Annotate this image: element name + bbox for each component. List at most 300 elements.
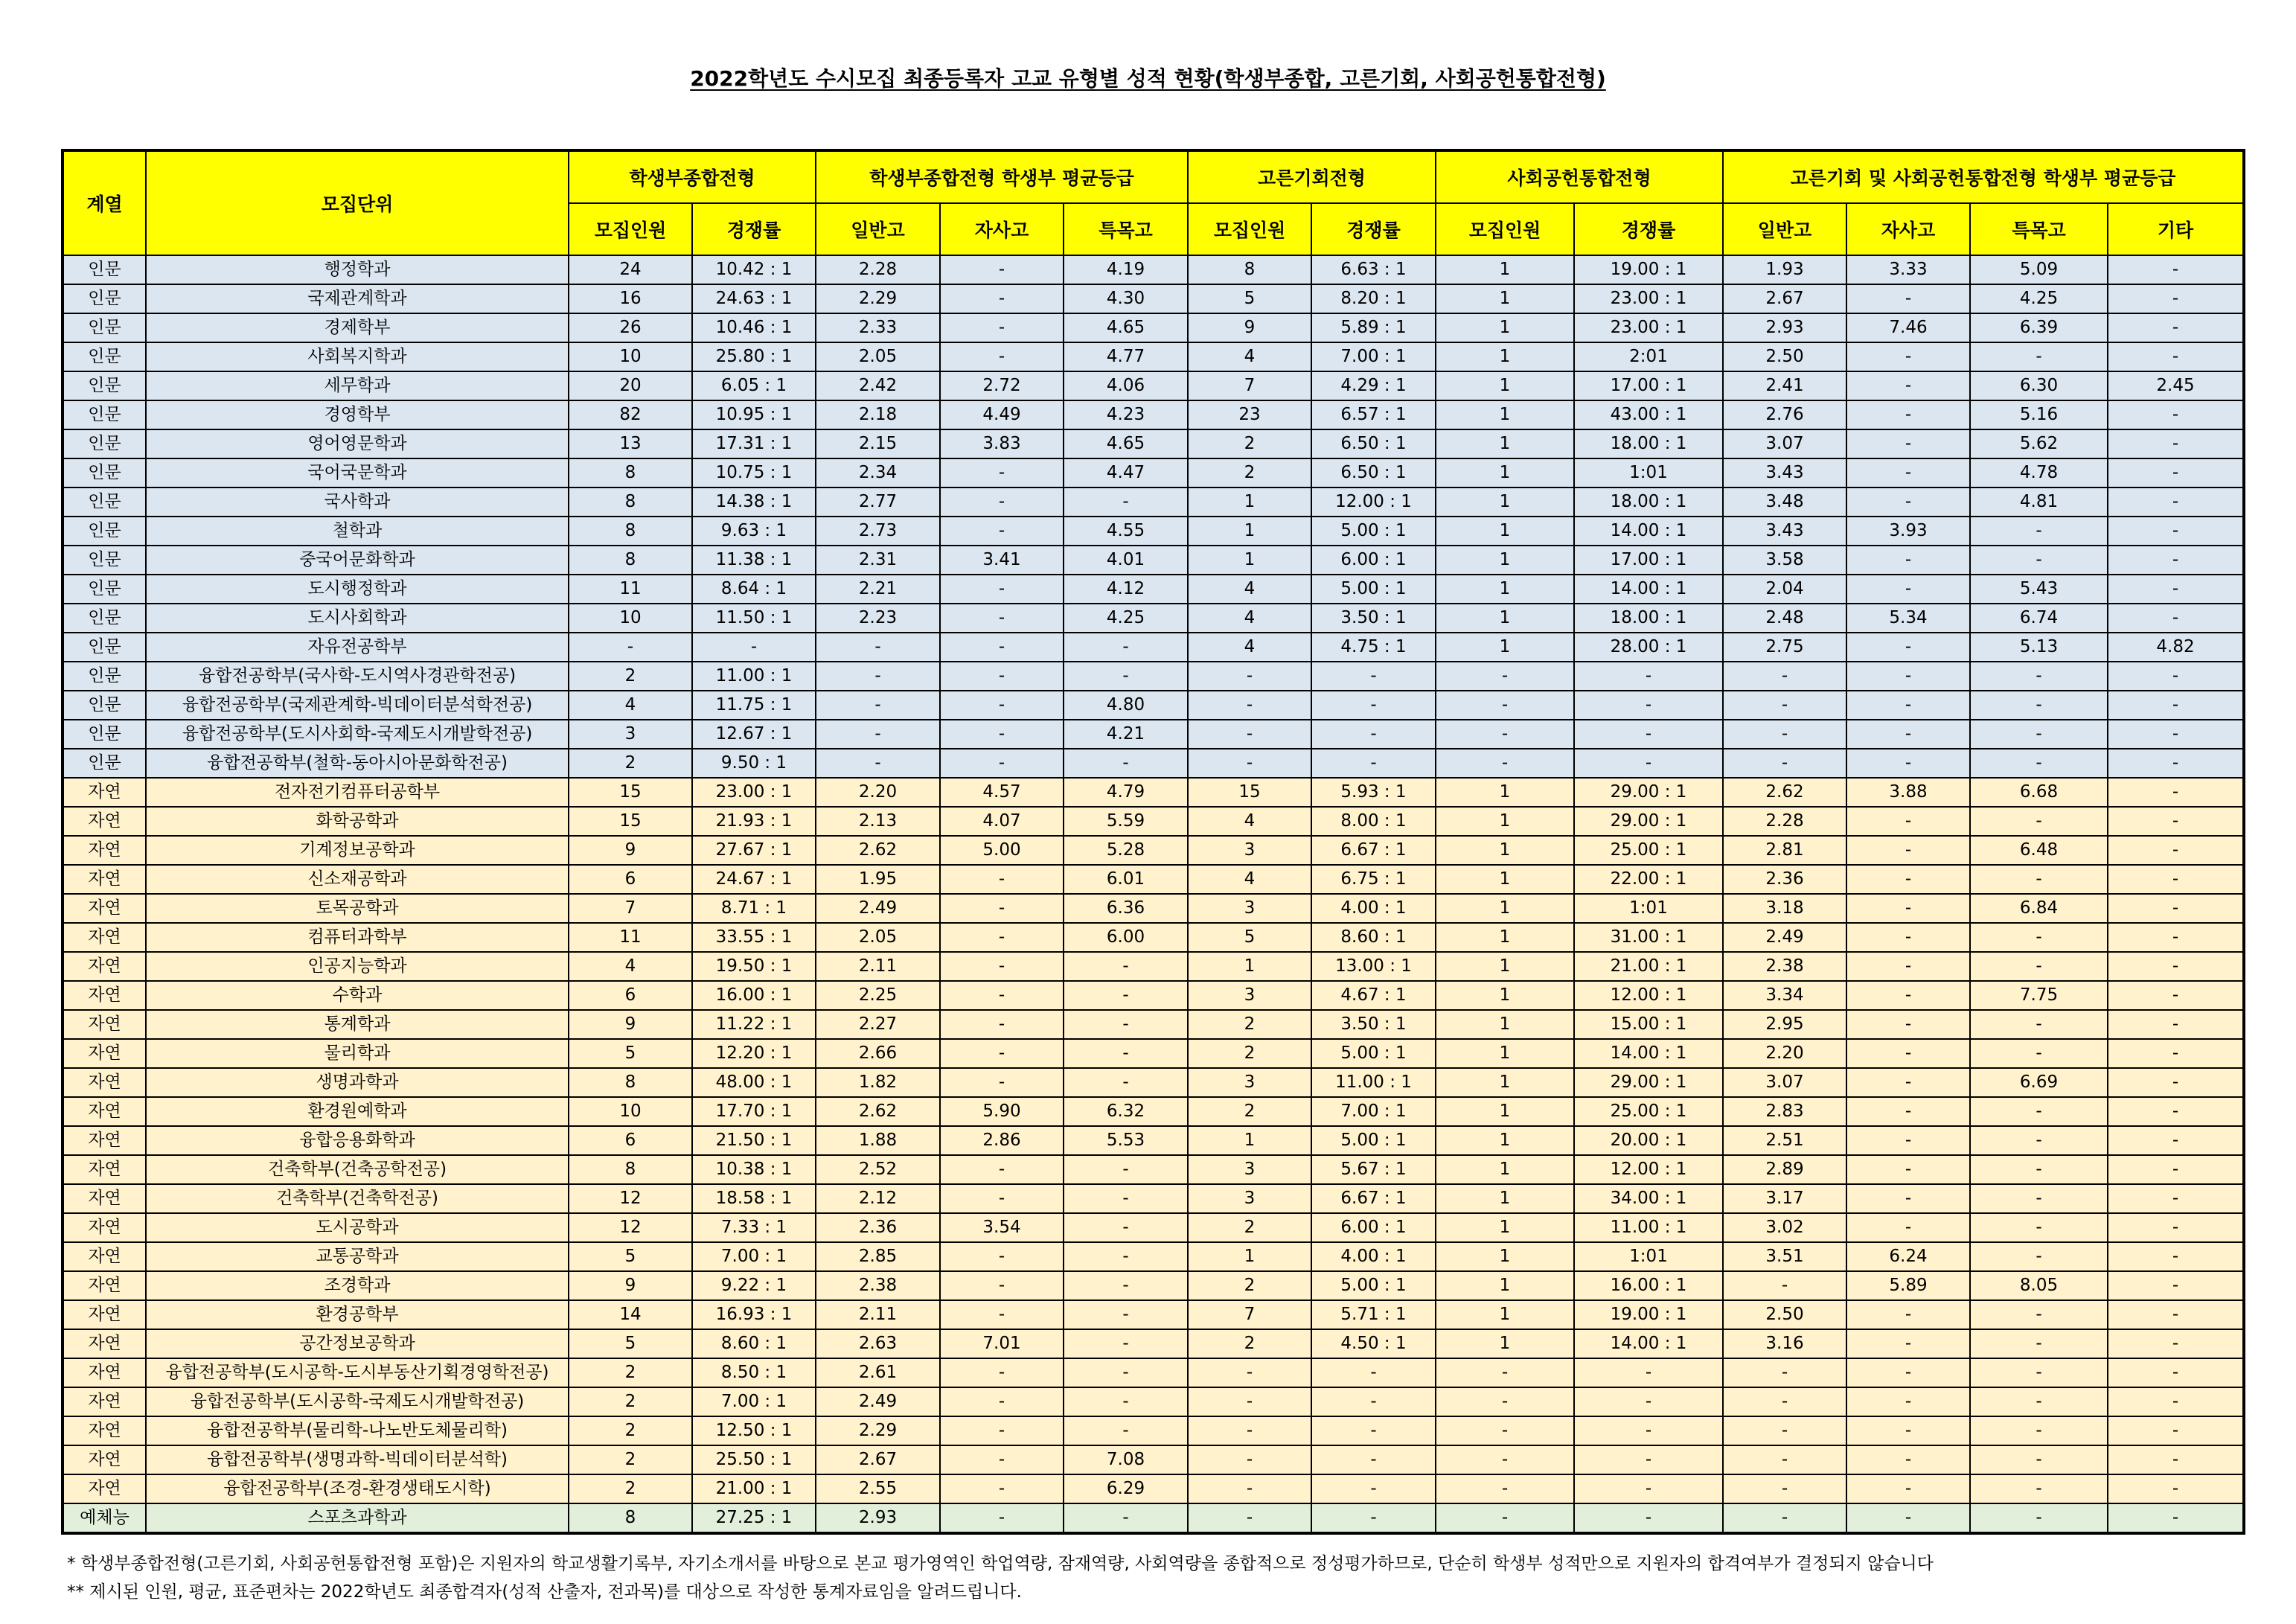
value-cell: - [1846,1068,1970,1097]
value-cell: 2.77 [816,487,940,517]
value-cell: 4.65 [1064,429,1188,458]
value-cell: 2.42 [816,371,940,400]
value-cell: 4 [1188,604,1311,633]
value-cell: - [1846,1097,1970,1126]
value-cell: 2 [569,662,692,691]
table-row [63,371,2244,400]
value-cell: 19.00 : 1 [1574,255,1723,284]
table-row [63,604,2244,633]
admission-results-table [61,149,2245,1535]
table-row [63,1474,2244,1503]
value-cell: 24.67 : 1 [692,865,816,894]
value-cell: 1 [1436,517,1574,546]
value-cell: 1:01 [1574,1242,1723,1271]
value-cell: 15.00 : 1 [1574,1010,1723,1039]
value-cell: - [2108,1039,2244,1068]
value-cell: 6 [569,1126,692,1155]
table-row [63,923,2244,952]
table-row [63,1126,2244,1155]
value-cell: 5.89 [1846,1271,1970,1300]
value-cell: 15 [569,778,692,807]
value-cell: - [816,691,940,720]
value-cell: 2.95 [1723,1010,1846,1039]
value-cell: 25.80 : 1 [692,342,816,371]
value-cell: 2:01 [1574,342,1723,371]
value-cell: - [2108,1184,2244,1213]
value-cell: 17.00 : 1 [1574,371,1723,400]
value-cell: 5.62 [1970,429,2108,458]
value-cell: 2.15 [816,429,940,458]
value-cell: 2.89 [1723,1155,1846,1184]
value-cell: 2.20 [816,778,940,807]
value-cell: 6.67 : 1 [1311,1184,1436,1213]
value-cell: - [1574,662,1723,691]
value-cell: 3.58 [1723,546,1846,575]
value-cell: - [1064,1358,1188,1387]
value-cell: 4 [1188,865,1311,894]
value-cell: 20 [569,371,692,400]
value-cell: 1.95 [816,865,940,894]
value-cell: 4.01 [1064,546,1188,575]
value-cell: - [1188,749,1311,778]
value-cell: - [1970,1358,2108,1387]
value-cell: 12 [569,1213,692,1242]
value-cell: - [1574,1445,1723,1474]
value-cell: 1 [1436,284,1574,313]
value-cell: - [1846,807,1970,836]
value-cell: 5.16 [1970,400,2108,429]
header-field: 계열 [63,150,146,255]
value-cell: 8 [569,517,692,546]
value-cell: - [1970,807,2108,836]
value-cell: 12.50 : 1 [692,1416,816,1445]
value-cell: - [1970,1474,2108,1503]
unit-cell: 융합전공학부(국사학-도시역사경관학전공) [146,662,569,691]
value-cell: 2 [569,1358,692,1387]
value-cell: - [940,865,1064,894]
value-cell: 3.41 [940,546,1064,575]
value-cell: - [940,604,1064,633]
value-cell: 10 [569,604,692,633]
value-cell: 4.79 [1064,778,1188,807]
value-cell: - [2108,429,2244,458]
unit-cell: 공간정보공학과 [146,1329,569,1358]
value-cell: 1 [1436,1213,1574,1242]
unit-cell: 융합응용화학과 [146,1126,569,1155]
value-cell: - [1064,952,1188,981]
value-cell: 43.00 : 1 [1574,400,1723,429]
field-cell: 인문 [63,429,146,458]
header-group-social-contribution: 사회공헌통합전형 [1436,150,1723,203]
value-cell: 3.43 [1723,458,1846,487]
value-cell: 4.00 : 1 [1311,1242,1436,1271]
value-cell: 6.48 [1970,836,2108,865]
field-cell: 자연 [63,1416,146,1445]
value-cell: 20.00 : 1 [1574,1126,1723,1155]
value-cell: 10.95 : 1 [692,400,816,429]
table-row [63,284,2244,313]
value-cell: - [940,894,1064,923]
unit-cell: 환경원예학과 [146,1097,569,1126]
value-cell: 29.00 : 1 [1574,807,1723,836]
field-cell: 인문 [63,342,146,371]
value-cell: - [1574,1387,1723,1416]
value-cell: - [1846,1474,1970,1503]
value-cell: 1 [1436,604,1574,633]
value-cell: 2 [1188,1329,1311,1358]
value-cell: 2.05 [816,342,940,371]
value-cell: 1 [1436,255,1574,284]
value-cell: 18.00 : 1 [1574,487,1723,517]
subheader-cell: 특목고 [1064,203,1188,255]
value-cell: 4.06 [1064,371,1188,400]
value-cell: 9 [569,1010,692,1039]
value-cell: - [1970,517,2108,546]
value-cell: - [1574,691,1723,720]
unit-cell: 융합전공학부(도시공학-도시부동산기획경영학전공) [146,1358,569,1387]
value-cell: - [1846,371,1970,400]
unit-cell: 스포츠과학과 [146,1503,569,1533]
value-cell: 10 [569,342,692,371]
value-cell: 11.50 : 1 [692,604,816,633]
value-cell: 7.00 : 1 [692,1242,816,1271]
value-cell: - [940,1387,1064,1416]
value-cell: 4.29 : 1 [1311,371,1436,400]
value-cell: 7.46 [1846,313,1970,342]
value-cell: 4.47 [1064,458,1188,487]
field-cell: 인문 [63,255,146,284]
value-cell: - [1064,1242,1188,1271]
value-cell: - [1436,1503,1574,1533]
unit-cell: 융합전공학부(국제관계학-빅데이터분석학전공) [146,691,569,720]
table-row [63,1300,2244,1329]
value-cell: 3.43 [1723,517,1846,546]
value-cell: - [1188,1445,1311,1474]
value-cell: - [940,1271,1064,1300]
field-cell: 자연 [63,1474,146,1503]
value-cell: 2.41 [1723,371,1846,400]
field-cell: 인문 [63,691,146,720]
value-cell: 1 [1436,1271,1574,1300]
unit-cell: 철학과 [146,517,569,546]
value-cell: 8.60 : 1 [1311,923,1436,952]
value-cell: 1 [1436,923,1574,952]
value-cell: 1 [1436,313,1574,342]
value-cell: 4.25 [1064,604,1188,633]
value-cell: - [1846,546,1970,575]
value-cell: 1 [1436,981,1574,1010]
value-cell: - [1188,1474,1311,1503]
value-cell: 16.00 : 1 [692,981,816,1010]
value-cell: - [2108,1010,2244,1039]
value-cell: - [1846,981,1970,1010]
value-cell: - [1846,284,1970,313]
value-cell: 5.67 : 1 [1311,1155,1436,1184]
table-row [63,517,2244,546]
value-cell: 8 [1188,255,1311,284]
value-cell: - [1436,1474,1574,1503]
field-cell: 자연 [63,807,146,836]
subheader-cell: 경쟁률 [1311,203,1436,255]
value-cell: 2 [569,1387,692,1416]
table-row [63,807,2244,836]
value-cell: 4.25 [1970,284,2108,313]
value-cell: - [2108,749,2244,778]
value-cell: - [1846,1213,1970,1242]
value-cell: - [1188,1358,1311,1387]
field-cell: 자연 [63,1213,146,1242]
value-cell: - [692,633,816,662]
value-cell: - [1970,952,2108,981]
header-group-comprehensive-grade: 학생부종합전형 학생부 평균등급 [816,150,1188,203]
unit-cell: 물리학과 [146,1039,569,1068]
value-cell: - [1311,1358,1436,1387]
value-cell: 21.00 : 1 [1574,952,1723,981]
field-cell: 자연 [63,1126,146,1155]
value-cell: - [940,1474,1064,1503]
field-cell: 인문 [63,517,146,546]
value-cell: 2.18 [816,400,940,429]
value-cell: 6.50 : 1 [1311,429,1436,458]
value-cell: 7 [1188,1300,1311,1329]
value-cell: 5.43 [1970,575,2108,604]
value-cell: 2.81 [1723,836,1846,865]
value-cell: - [1311,749,1436,778]
value-cell: 2.34 [816,458,940,487]
value-cell: - [2108,807,2244,836]
subheader-cell: 경쟁률 [692,203,816,255]
value-cell: - [940,749,1064,778]
value-cell: 1 [1436,1010,1574,1039]
value-cell: - [569,633,692,662]
value-cell: - [1970,546,2108,575]
field-cell: 자연 [63,1155,146,1184]
value-cell: 4 [1188,807,1311,836]
value-cell: 5.71 : 1 [1311,1300,1436,1329]
value-cell: - [1311,1416,1436,1445]
value-cell: 12.00 : 1 [1574,1155,1723,1184]
value-cell: - [1970,691,2108,720]
value-cell: 2.11 [816,952,940,981]
value-cell: - [1723,749,1846,778]
value-cell: 4.12 [1064,575,1188,604]
value-cell: - [1311,1503,1436,1533]
value-cell: - [940,342,1064,371]
value-cell: - [2108,1358,2244,1387]
value-cell: - [1846,720,1970,749]
value-cell: - [2108,778,2244,807]
value-cell: 1 [1436,1039,1574,1068]
value-cell: 23.00 : 1 [1574,313,1723,342]
table-row [63,1010,2244,1039]
value-cell: - [1846,691,1970,720]
value-cell: - [940,1503,1064,1533]
value-cell: - [1311,691,1436,720]
value-cell: - [940,1358,1064,1387]
value-cell: 10.75 : 1 [692,458,816,487]
value-cell: 1 [1436,1300,1574,1329]
value-cell: - [1723,1474,1846,1503]
value-cell: 18.00 : 1 [1574,429,1723,458]
field-cell: 인문 [63,633,146,662]
value-cell: - [1064,1213,1188,1242]
table-row [63,1445,2244,1474]
table-row [63,1213,2244,1242]
page-title [0,63,2296,92]
field-cell: 자연 [63,952,146,981]
value-cell: 10.46 : 1 [692,313,816,342]
table-row [63,1329,2244,1358]
value-cell: 4.80 [1064,691,1188,720]
value-cell: 4.81 [1970,487,2108,517]
value-cell: 7.00 : 1 [1311,342,1436,371]
value-cell: - [940,1300,1064,1329]
value-cell: 8.50 : 1 [692,1358,816,1387]
subheader-cell: 특목고 [1970,203,2108,255]
value-cell: - [1436,1416,1574,1445]
value-cell: 1 [1436,1155,1574,1184]
value-cell: 8 [569,1068,692,1097]
field-cell: 인문 [63,284,146,313]
value-cell: 3.93 [1846,517,1970,546]
value-cell: 18.58 : 1 [692,1184,816,1213]
value-cell: 2 [569,1416,692,1445]
value-cell: 5.89 : 1 [1311,313,1436,342]
value-cell: 2 [1188,1010,1311,1039]
value-cell: - [1970,342,2108,371]
value-cell: 2 [569,1474,692,1503]
value-cell: - [2108,1503,2244,1533]
value-cell: - [2108,1329,2244,1358]
value-cell: 1 [1436,894,1574,923]
footnote: * 학생부종합전형(고른기회, 사회공헌통합전형 포함)은 지원자의 학교생활기록부, 자기소개서를 바탕으로 본교 평가영역인 학업역량, 잠재역량, 사회역량을 종합적으로 정성평가하므로, 단순히 학생부 성적만으로 지원자의 합격여부가 결정되지 않습니다 [67,1554,1934,1573]
value-cell: - [940,1416,1064,1445]
value-cell: 4 [1188,575,1311,604]
value-cell: 2.61 [816,1358,940,1387]
value-cell: 1 [1436,633,1574,662]
value-cell: - [2108,1445,2244,1474]
value-cell: - [940,1445,1064,1474]
value-cell: 2.67 [1723,284,1846,313]
value-cell: 14 [569,1300,692,1329]
value-cell: 14.00 : 1 [1574,1329,1723,1358]
value-cell: - [1188,720,1311,749]
value-cell: 8.05 [1970,1271,2108,1300]
value-cell: - [1436,1358,1574,1387]
value-cell: 1 [1436,1184,1574,1213]
value-cell: - [2108,458,2244,487]
value-cell: 7.00 : 1 [692,1387,816,1416]
value-cell: - [1846,1329,1970,1358]
table-row [63,429,2244,458]
value-cell: - [2108,313,2244,342]
value-cell: - [1846,575,1970,604]
value-cell: - [1064,1300,1188,1329]
value-cell: - [1723,1271,1846,1300]
value-cell: 8.00 : 1 [1311,807,1436,836]
value-cell: 12.67 : 1 [692,720,816,749]
unit-cell: 사회복지학과 [146,342,569,371]
value-cell: 3.17 [1723,1184,1846,1213]
value-cell: 13.00 : 1 [1311,952,1436,981]
field-cell: 인문 [63,546,146,575]
value-cell: - [1064,1155,1188,1184]
value-cell: 25.00 : 1 [1574,836,1723,865]
value-cell: 2.36 [816,1213,940,1242]
field-cell: 자연 [63,1242,146,1271]
value-cell: 4.67 : 1 [1311,981,1436,1010]
unit-cell: 도시행정학과 [146,575,569,604]
value-cell: - [940,691,1064,720]
value-cell: 2 [1188,1213,1311,1242]
footnotes [67,1550,1934,1606]
value-cell: - [940,1010,1064,1039]
value-cell: 2 [1188,458,1311,487]
unit-cell: 영어영문학과 [146,429,569,458]
value-cell: 4.82 [2108,633,2244,662]
value-cell: - [1846,952,1970,981]
value-cell: - [2108,284,2244,313]
value-cell: - [1723,1358,1846,1387]
value-cell: - [1064,1387,1188,1416]
subheader-cell: 모집인원 [1188,203,1311,255]
value-cell: 11.75 : 1 [692,691,816,720]
unit-cell: 컴퓨터과학부 [146,923,569,952]
value-cell: - [1970,923,2108,952]
unit-cell: 융합전공학부(도시사회학-국제도시개발학전공) [146,720,569,749]
value-cell: 7.75 [1970,981,2108,1010]
subheader-cell: 모집인원 [1436,203,1574,255]
value-cell: 1 [1436,575,1574,604]
value-cell: 16.00 : 1 [1574,1271,1723,1300]
value-cell: 11.38 : 1 [692,546,816,575]
value-cell: 5.00 : 1 [1311,575,1436,604]
value-cell: - [1064,1271,1188,1300]
value-cell: 6.00 : 1 [1311,1213,1436,1242]
value-cell: 6.74 [1970,604,2108,633]
value-cell: 6.67 : 1 [1311,836,1436,865]
value-cell: 8 [569,1503,692,1533]
value-cell: 2.75 [1723,633,1846,662]
value-cell: 2.62 [816,1097,940,1126]
value-cell: 4.23 [1064,400,1188,429]
field-cell: 인문 [63,487,146,517]
field-cell: 인문 [63,371,146,400]
value-cell: 2.49 [816,894,940,923]
field-cell: 인문 [63,575,146,604]
value-cell: 4.55 [1064,517,1188,546]
value-cell: 1 [1188,546,1311,575]
value-cell: 3.34 [1723,981,1846,1010]
value-cell: 2.50 [1723,342,1846,371]
value-cell: 5.28 [1064,836,1188,865]
value-cell: 1 [1436,1068,1574,1097]
value-cell: 2.29 [816,1416,940,1445]
value-cell: 2.66 [816,1039,940,1068]
value-cell: 1 [1436,1126,1574,1155]
value-cell: 2.38 [816,1271,940,1300]
value-cell: 1.82 [816,1068,940,1097]
unit-cell: 융합전공학부(조경-환경생태도시학) [146,1474,569,1503]
value-cell: 4.65 [1064,313,1188,342]
value-cell: 18.00 : 1 [1574,604,1723,633]
value-cell: - [1723,691,1846,720]
value-cell: 2.20 [1723,1039,1846,1068]
value-cell: 9 [569,1271,692,1300]
value-cell: 5.00 : 1 [1311,1126,1436,1155]
value-cell: 4 [569,952,692,981]
value-cell: 4 [569,691,692,720]
